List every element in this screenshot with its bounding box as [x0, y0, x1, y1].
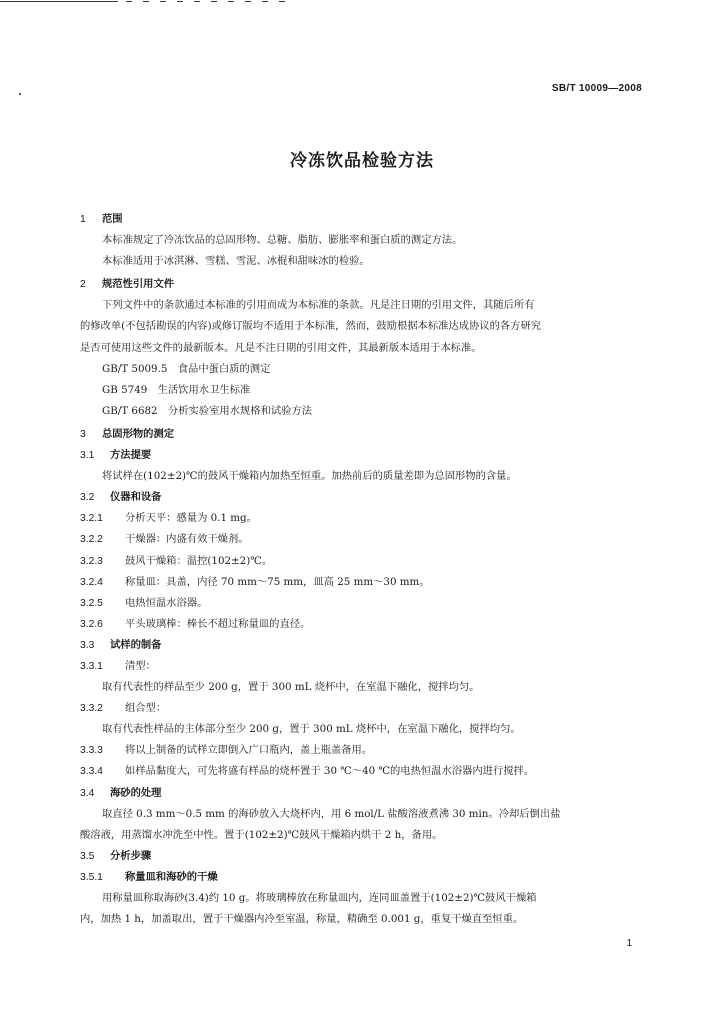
paragraph: 将试样在(102±2)℃的鼓风干燥箱内加热至恒重。加热前后的质量差即为总固形物的含量。	[102, 470, 517, 483]
paragraph-line: 是否可使用这些文件的最新版本。凡是不注日期的引用文件，其最新版本适用于本标准。	[80, 341, 482, 354]
subsection-heading: 3.5 分析步骤	[80, 849, 152, 862]
clause-heading: 3.5.1 称量皿和海砂的干燥	[80, 870, 218, 883]
normative-reference: GB 5749 生活饮用水卫生标准	[102, 383, 251, 396]
top-scan-line	[0, 0, 300, 4]
clause: 3.2.6 平头玻璃棒：棒长不超过称量皿的直径。	[80, 617, 311, 630]
paragraph-line: 酸溶液，用蒸馏水冲洗至中性。置于(102±2)℃鼓风干燥箱内烘干 2 h，备用。	[80, 828, 443, 841]
paragraph-line: 内，加热 1 h，加盖取出，置于干燥器内冷至室温，称量，精确至 0.001 g，重复干燥直至恒重。	[80, 913, 524, 926]
section-heading: 2 规范性引用文件	[80, 278, 175, 291]
clause: 3.2.5 电热恒温水浴器。	[80, 596, 208, 609]
clause: 3.2.4 称量皿：具盖，内径 70 mm～75 mm，皿高 25 mm～30 mm。	[80, 575, 430, 588]
clause: 3.3.1 清型：	[80, 659, 156, 672]
clause: 3.3.4 如样品黏度大，可先将盛有样品的烧杯置于 30 ℃～40 ℃的电热恒温水浴器内进行搅拌。	[80, 765, 535, 778]
document-title: 冷冻饮品检验方法	[290, 151, 434, 171]
section-heading: 3 总固形物的测定	[80, 427, 175, 440]
subsection-heading: 3.2 仪器和设备	[80, 491, 162, 504]
normative-reference: GB/T 5009.5 食品中蛋白质的测定	[102, 362, 271, 375]
paragraph: 用称量皿称取海砂(3.4)约 10 g。将玻璃棒放在称量皿内，连同皿盖置于(102±2)℃鼓风干燥箱	[102, 892, 537, 904]
paragraph: 下列文件中的条款通过本标准的引用而成为本标准的条款。凡是注日期的引用文件，其随后所有	[102, 299, 535, 312]
clause: 3.2.2 干燥器：内盛有效干燥剂。	[80, 533, 249, 546]
paragraph: 本标准规定了冷冻饮品的总固形物、总糖、脂肪、膨胀率和蛋白质的测定方法。	[102, 234, 463, 247]
subsection-heading: 3.1 方法提要	[80, 449, 152, 462]
paragraph: 取直径 0.3 mm～0.5 mm 的海砂放入大烧杯内，用 6 mol/L 盐酸溶液煮沸 30 min。冷却后倒出盐	[102, 807, 561, 820]
clause: 3.2.3 鼓风干燥箱：温控(102±2)℃。	[80, 554, 273, 567]
paragraph: 取有代表性的样品至少 200 g，置于 300 mL 烧杯中，在室温下融化，搅拌均匀。	[102, 681, 480, 694]
standard-code: SB/T 10009—2008	[551, 83, 642, 94]
clause: 3.3.3 将以上制备的试样立即倒入广口瓶内，盖上瓶盖备用。	[80, 744, 373, 757]
document-body	[80, 207, 640, 930]
clause: 3.2.1 分析天平：感量为 0.1 mg。	[80, 512, 257, 525]
subsection-heading: 3.4 海砂的处理	[80, 786, 162, 799]
page-number: 1	[626, 938, 632, 949]
normative-reference: GB/T 6682 分析实验室用水规格和试验方法	[102, 404, 313, 417]
clause: 3.3.2 组合型：	[80, 702, 167, 715]
paragraph-line: 的修改单(不包括勘误的内容)或修订版均不适用于本标准，然而，鼓励根据本标准达成协议的各方研究	[80, 320, 542, 333]
paragraph: 本标准适用于冰淇淋、雪糕、雪泥、冰棍和甜味冰的检验。	[102, 255, 370, 268]
scan-speck	[19, 93, 21, 95]
paragraph: 取有代表性样品的主体部分至少 200 g，置于 300 mL 烧杯中，在室温下融化，搅拌均匀。	[102, 723, 521, 736]
subsection-heading: 3.3 试样的制备	[80, 638, 162, 651]
section-heading: 1 范围	[80, 213, 123, 225]
